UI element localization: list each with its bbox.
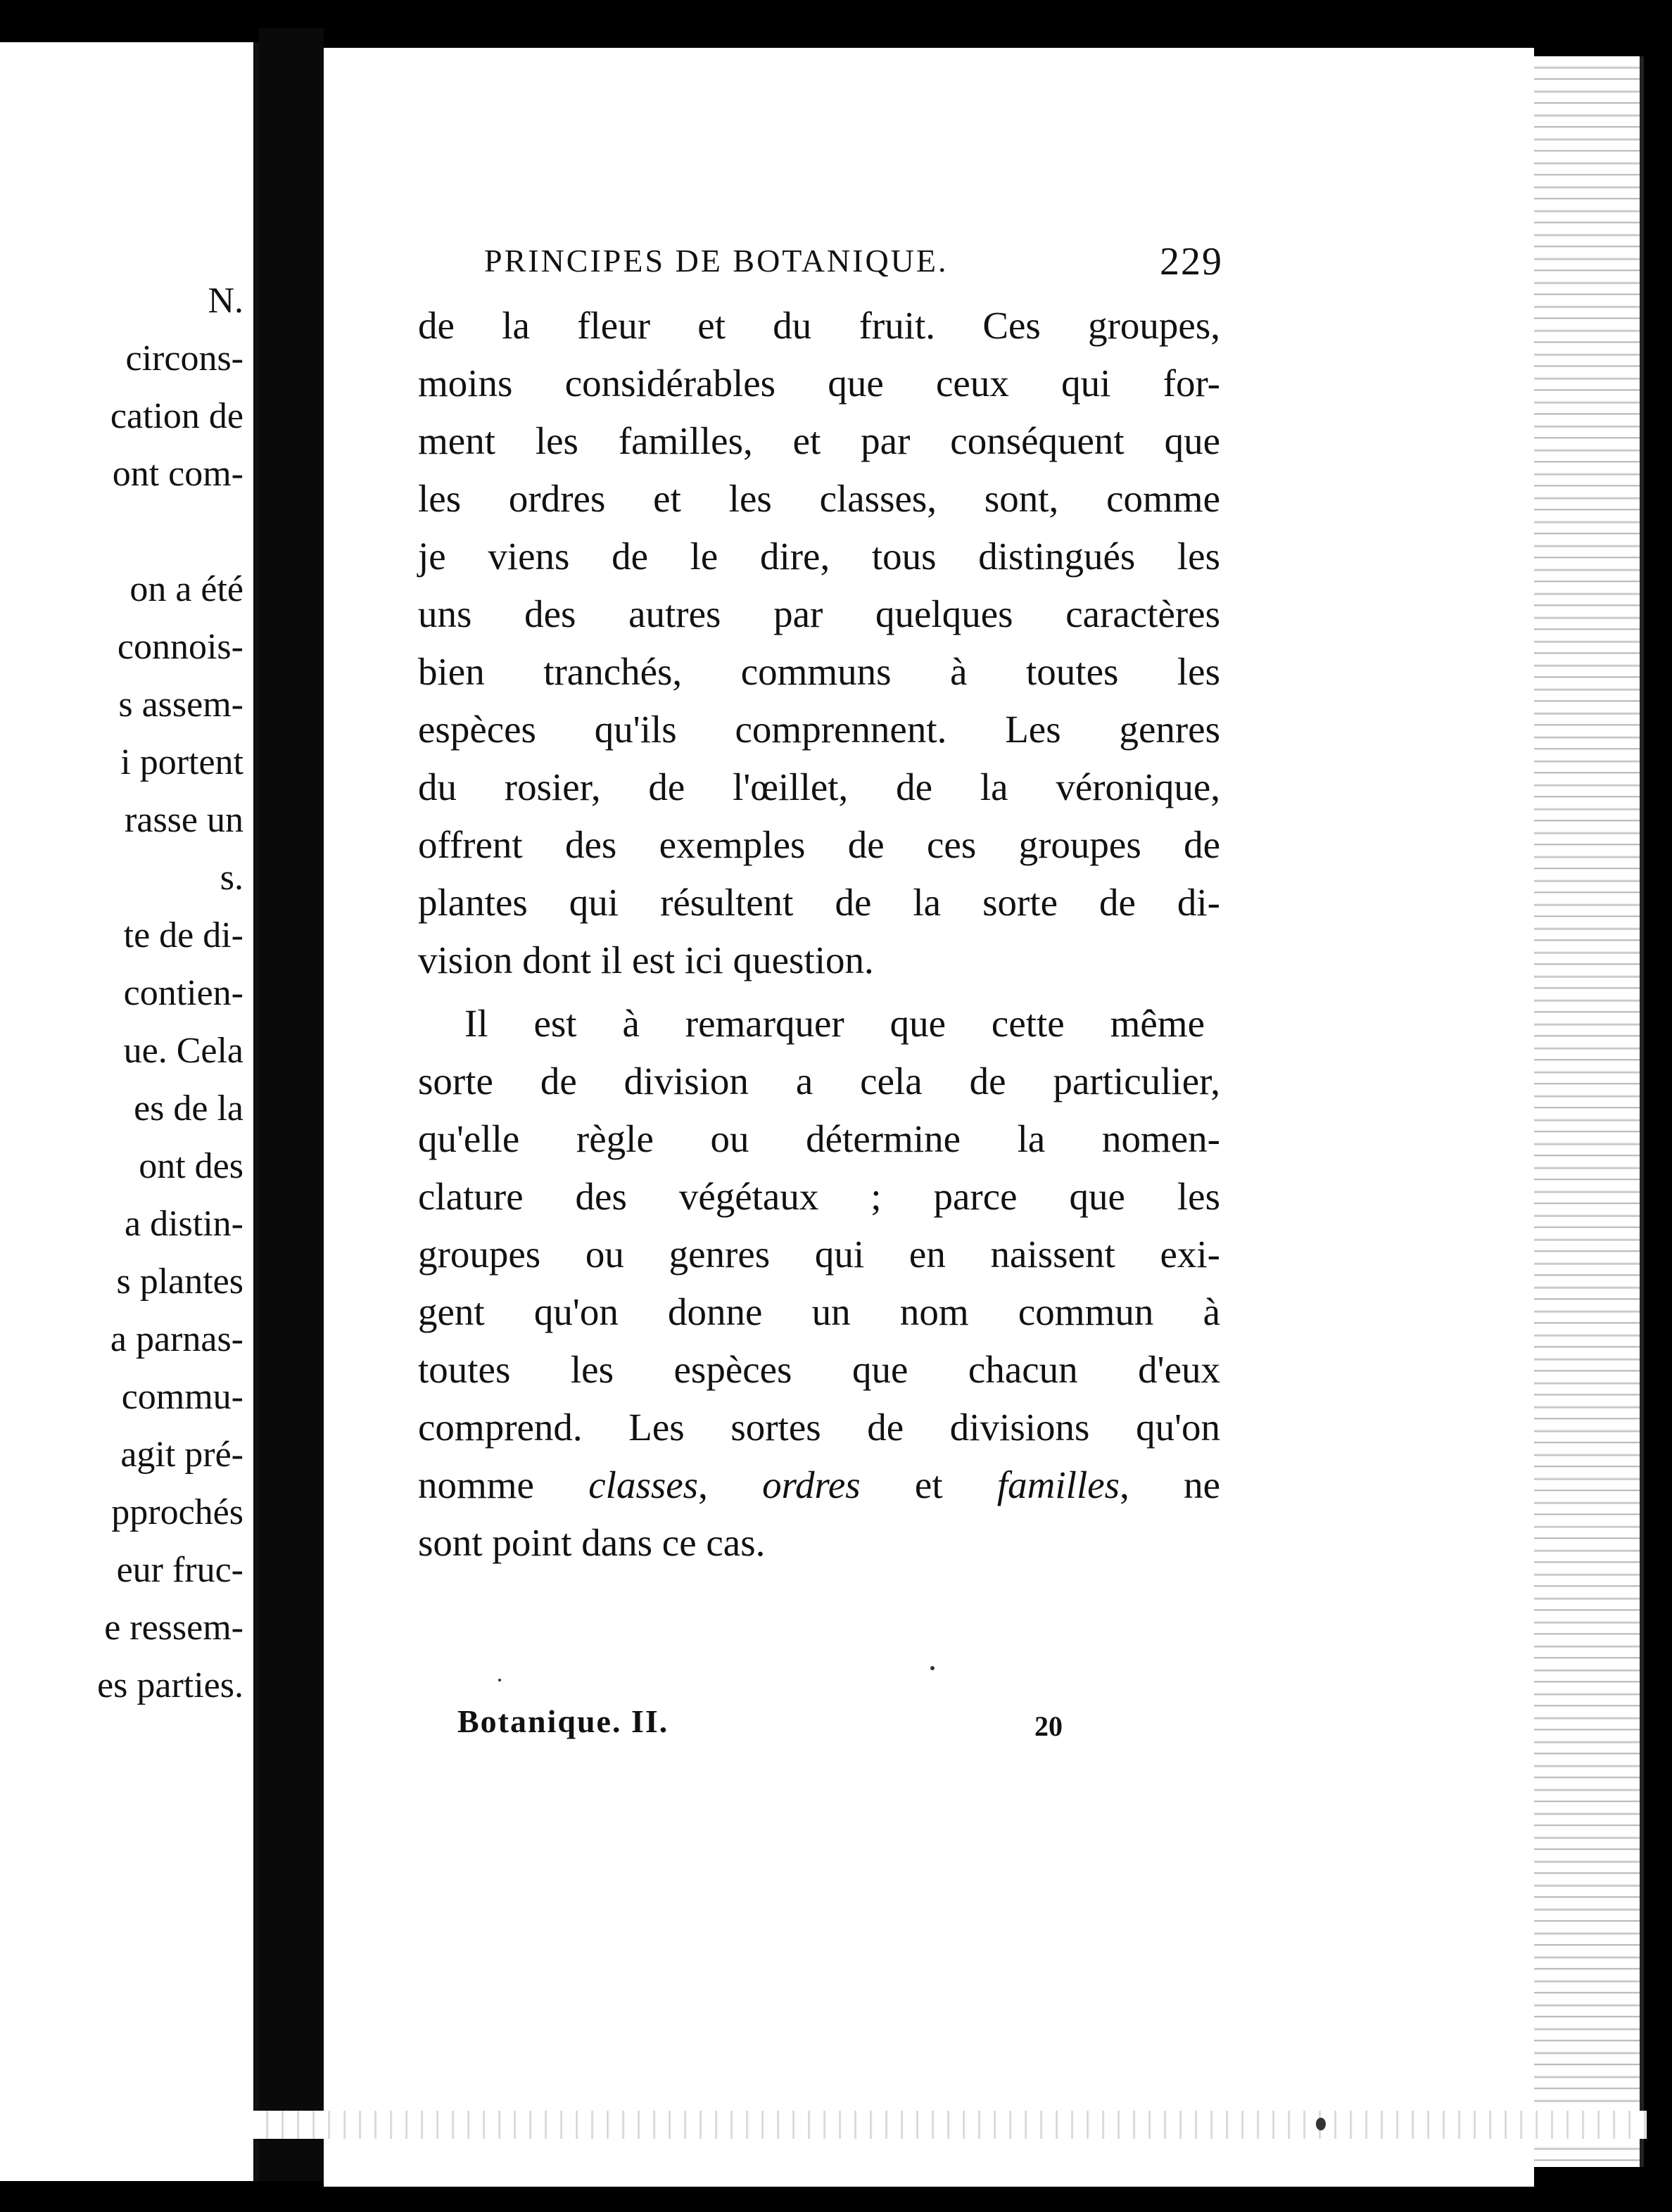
body-line: ment les familles, et par conséquent que xyxy=(418,419,1220,462)
facing-line: circons- xyxy=(125,338,243,379)
text-run: , xyxy=(698,1463,763,1506)
signature-mark: 20 xyxy=(1034,1710,1063,1742)
body-line: qu'elle règle ou détermine la nomen- xyxy=(418,1117,1220,1160)
running-head-title: PRINCIPES DE BOTANIQUE. xyxy=(484,243,949,279)
facing-line: s assem- xyxy=(118,685,243,725)
body-line: Il est à remarquer que cette même xyxy=(464,1002,1205,1045)
facing-line: es de la xyxy=(134,1088,243,1129)
body-line: offrent des exemples de ces groupes de xyxy=(418,823,1220,866)
facing-line: i portent xyxy=(120,742,243,782)
body-line: du rosier, de l'œillet, de la véronique, xyxy=(418,765,1220,808)
body-line: je viens de le dire, tous distingués les xyxy=(418,535,1220,578)
facing-line: s plantes xyxy=(116,1261,243,1302)
facing-line: ue. Cela xyxy=(123,1031,243,1071)
page-bottom-edge xyxy=(253,2111,1647,2139)
body-line: gent qu'on donne un nom commun à xyxy=(418,1290,1220,1333)
facing-line: connois- xyxy=(117,627,243,667)
text-run: , ne xyxy=(1120,1463,1220,1506)
facing-page-left xyxy=(0,42,259,2181)
italic-term: ordres xyxy=(762,1463,861,1506)
body-line: espèces qu'ils comprennent. Les genres xyxy=(418,708,1220,751)
scan-speck xyxy=(498,1679,501,1682)
italic-term: familles xyxy=(996,1463,1120,1506)
facing-line: ont com- xyxy=(112,454,243,494)
facing-line: cation de xyxy=(110,396,243,436)
facing-line: N. xyxy=(208,281,243,321)
body-line: sont point dans ce cas. xyxy=(418,1521,766,1564)
body-line: groupes ou genres qui en naissent exi- xyxy=(418,1233,1220,1276)
body-line: vision dont il est ici question. xyxy=(418,939,874,981)
scan-speck xyxy=(1316,2118,1326,2130)
text-run: et xyxy=(860,1463,997,1506)
running-head xyxy=(484,240,1223,284)
facing-line: es parties. xyxy=(97,1665,243,1705)
body-line: uns des autres par quelques caractères xyxy=(418,592,1220,635)
facing-line: commu- xyxy=(121,1377,243,1417)
body-line: de la fleur et du fruit. Ces groupes, xyxy=(418,304,1220,347)
body-line-italics xyxy=(418,1463,1220,1507)
facing-line: ont des xyxy=(139,1146,243,1186)
facing-line: e ressem- xyxy=(104,1608,243,1648)
facing-line: a parnas- xyxy=(110,1319,243,1359)
body-line: sorte de division a cela de particulier, xyxy=(418,1060,1220,1102)
book-gutter xyxy=(259,28,324,2181)
italic-term: classes xyxy=(588,1463,699,1506)
body-line: comprend. Les sortes de divisions qu'on xyxy=(418,1406,1220,1449)
facing-line: rasse un xyxy=(125,800,243,840)
facing-line: contien- xyxy=(123,973,243,1013)
facing-line: a distin- xyxy=(125,1204,243,1244)
body-line: toutes les espèces que chacun d'eux xyxy=(418,1348,1220,1391)
facing-line: pprochés xyxy=(111,1492,243,1532)
body-line: bien tranchés, communs à toutes les xyxy=(418,650,1220,693)
body-line: les ordres et les classes, sont, comme xyxy=(418,477,1220,520)
facing-line: eur fruc- xyxy=(116,1550,243,1590)
body-line: clature des végétaux ; parce que les xyxy=(418,1175,1220,1218)
facing-line: agit pré- xyxy=(120,1435,243,1475)
page-number: 229 xyxy=(1160,240,1223,284)
scan-speck xyxy=(930,1666,935,1670)
facing-line: te de di- xyxy=(123,915,243,955)
page-edges xyxy=(1534,56,1644,2167)
text-run: nomme xyxy=(418,1463,589,1506)
facing-line: on a été xyxy=(129,569,243,609)
body-line: moins considérables que ceux qui for- xyxy=(418,362,1220,405)
signature-title: Botanique. II. xyxy=(457,1703,669,1739)
facing-line: s. xyxy=(220,858,243,898)
body-line: plantes qui résultent de la sorte de di- xyxy=(418,881,1220,924)
